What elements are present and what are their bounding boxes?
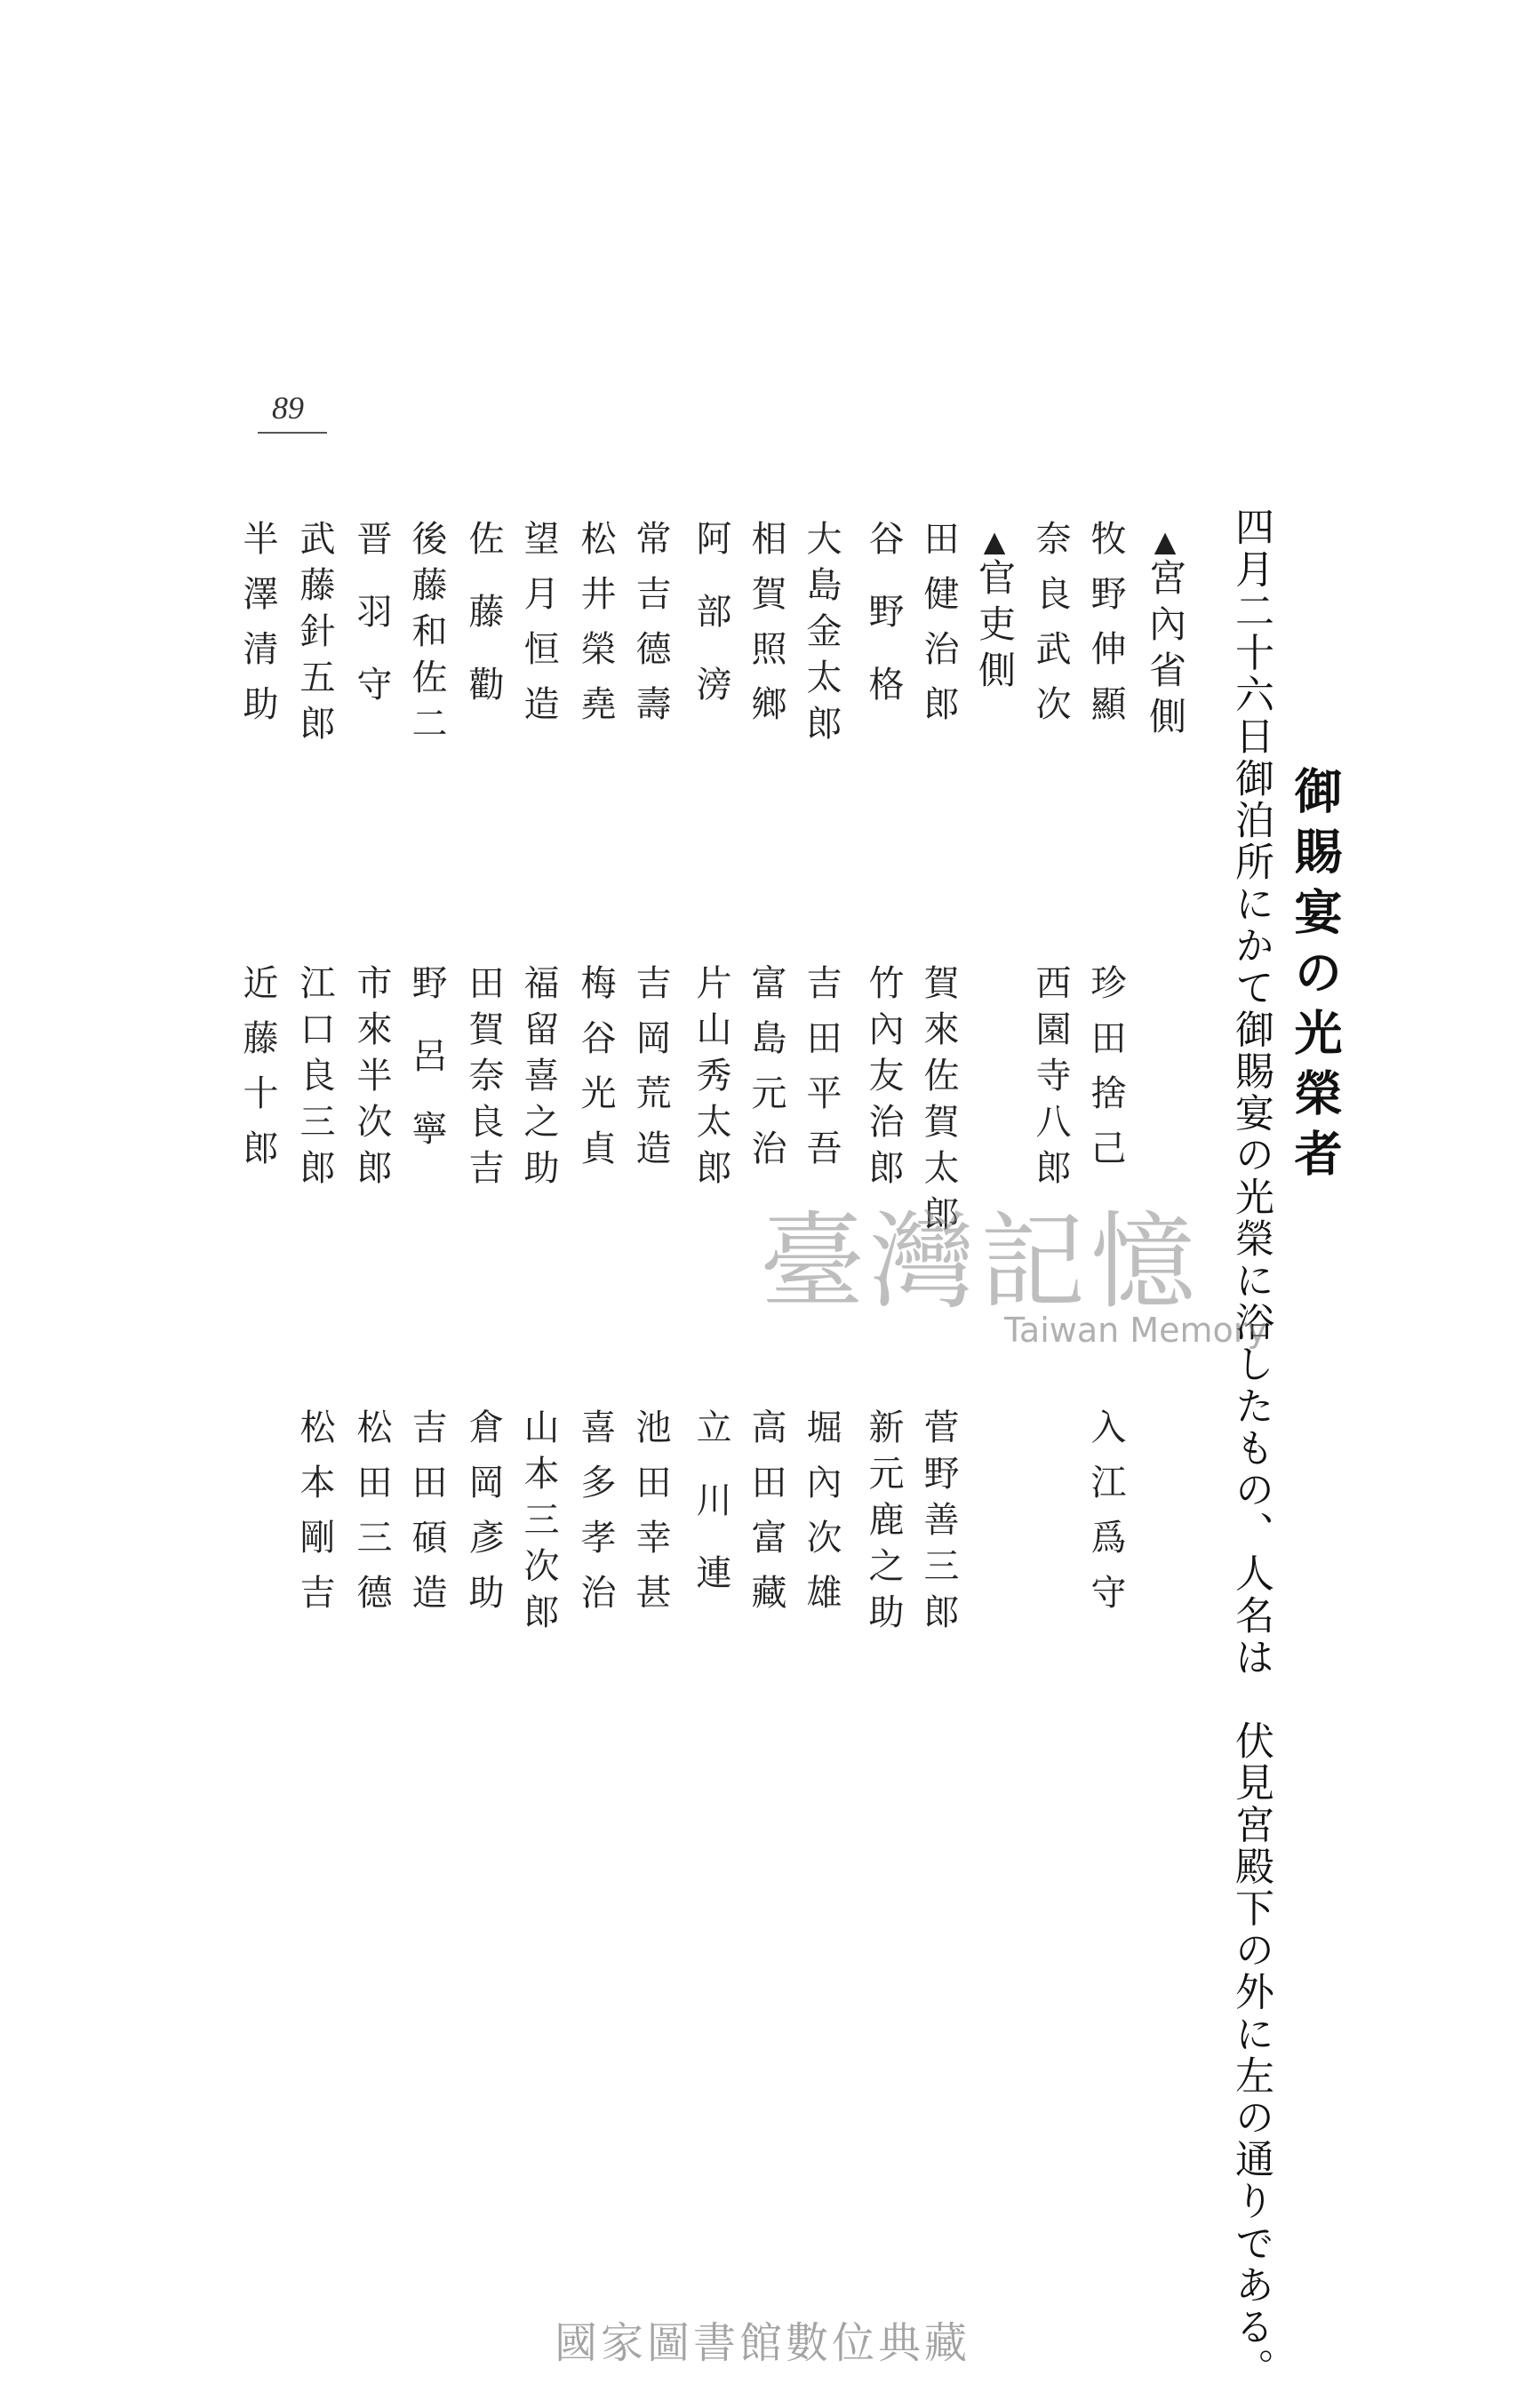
- person-name: 富島元治: [746, 964, 786, 1184]
- person-name: 奈良武次: [1030, 520, 1071, 740]
- person-name: 近藤十郎: [237, 964, 278, 1184]
- watermark-en-text: Taiwan Memory: [1004, 1311, 1267, 1350]
- intro-text: 四月二十六日御泊所にかて御賜宴の光榮に浴したもの、人名は 伏見宮殿下の外に左の通りである。: [1228, 506, 1273, 2390]
- person-name: 吉岡荒造: [630, 964, 671, 1184]
- person-name: 竹內友治郎: [863, 964, 904, 1195]
- person-name: 野呂寧: [406, 964, 447, 1183]
- section-heading-officials: [973, 524, 1017, 697]
- triangle-marker-icon: ▲: [1148, 524, 1182, 558]
- person-name: 菅野善三郎: [918, 1408, 959, 1639]
- person-name: 半澤清助: [237, 520, 278, 740]
- person-name: 松井榮堯: [575, 520, 616, 740]
- person-name: 江口良三郎: [294, 964, 335, 1195]
- footer-credit: 國家圖書館數位典藏: [554, 2318, 970, 2368]
- person-name: 福留喜之助: [518, 964, 559, 1195]
- watermark-logo: [760, 1177, 1267, 1355]
- section-heading-label: 官吏側: [973, 558, 1017, 697]
- person-name: 大島金太郎: [801, 520, 842, 751]
- person-name: 梅谷光貞: [575, 964, 616, 1184]
- person-name: 片山秀太郎: [691, 964, 731, 1195]
- person-name: 新元鹿之助: [863, 1408, 904, 1639]
- person-name: 市來半次郎: [351, 964, 392, 1195]
- person-name: 望月恒造: [518, 520, 559, 740]
- person-name: 阿部滂: [691, 520, 731, 738]
- person-name: 晋羽守: [351, 520, 392, 738]
- person-name: 珍田捨己: [1085, 964, 1126, 1184]
- person-name: 山本三次郎: [518, 1408, 559, 1639]
- person-name: 立川連: [691, 1408, 731, 1627]
- person-name: 田賀奈良吉: [463, 964, 504, 1195]
- page-number: 89: [258, 389, 327, 434]
- person-name: 谷野格: [863, 520, 904, 738]
- person-name: 入江爲守: [1085, 1408, 1126, 1629]
- person-name: 相賀照鄉: [746, 520, 786, 740]
- person-name: 後藤和佐二: [406, 520, 447, 751]
- section-heading-imperial-household: [1144, 524, 1187, 743]
- person-name: 西園寺八郎: [1030, 964, 1071, 1195]
- person-name: 倉岡彥助: [463, 1408, 504, 1629]
- person-name: 牧野伸顯: [1085, 520, 1126, 740]
- person-name: 佐藤勸: [463, 520, 504, 738]
- page-title: 御賜宴の光榮者: [1287, 766, 1344, 1189]
- person-name: 喜多孝治: [575, 1408, 616, 1629]
- person-name: 吉田平吾: [801, 964, 842, 1184]
- person-name: 吉田碩造: [406, 1408, 447, 1629]
- person-name: 松本剛吉: [294, 1408, 335, 1629]
- triangle-marker-icon: ▲: [978, 524, 1011, 558]
- person-name: 堀內次雄: [801, 1408, 842, 1629]
- person-name: 常吉德壽: [630, 520, 671, 740]
- watermark-cn-text: 臺灣記憶: [760, 1200, 1202, 1323]
- person-name: 田健治郎: [918, 520, 959, 740]
- person-name: 賀來佐賀太郎: [918, 964, 959, 1241]
- person-name: 松田三德: [351, 1408, 392, 1629]
- person-name: 高田富藏: [746, 1408, 786, 1629]
- person-name: 武藤針五郎: [294, 520, 335, 751]
- section-heading-label: 宮內省側: [1144, 558, 1187, 743]
- person-name: 池田幸甚: [630, 1408, 671, 1629]
